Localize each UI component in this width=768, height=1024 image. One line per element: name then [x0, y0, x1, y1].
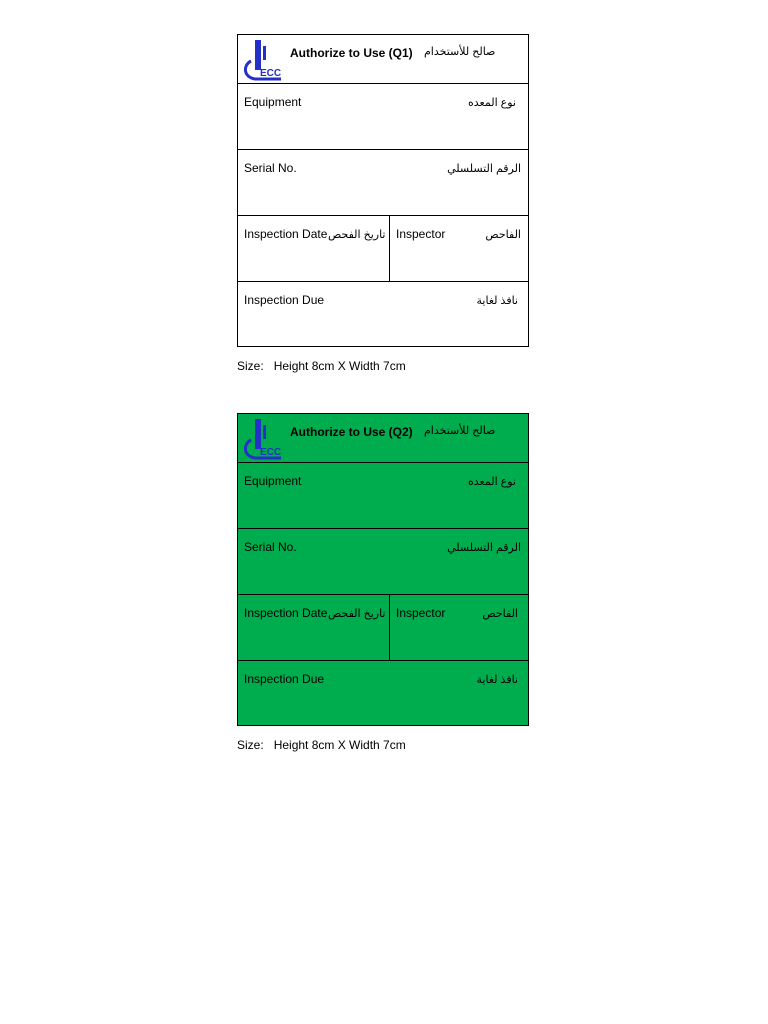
- equipment-label: Equipment: [244, 95, 302, 109]
- cell-divider: [389, 595, 390, 660]
- size-label: Size:: [237, 738, 264, 752]
- inspector-label: Inspector: [396, 227, 446, 241]
- tag-title-arabic: صالح للأستخدام: [424, 46, 496, 58]
- tag-q2: [237, 413, 529, 726]
- tag-header: [238, 414, 528, 463]
- inspection-date-label: Inspection Date: [244, 227, 328, 241]
- inspection-date-label-arabic: تاريخ الفحص: [328, 229, 386, 241]
- tag-title-arabic: صالح للأستخدام: [424, 425, 496, 437]
- serial-label: Serial No.: [244, 161, 297, 175]
- serial-row: [238, 529, 528, 595]
- inspection-due-label: Inspection Due: [244, 672, 325, 686]
- serial-label-arabic: الرقم التسلسلي: [447, 163, 521, 175]
- size-value: Height 8cm X Width 7cm: [273, 359, 406, 373]
- svg-text:ECC: ECC: [260, 68, 282, 79]
- inspection-date-label: Inspection Date: [244, 606, 328, 620]
- size-value: Height 8cm X Width 7cm: [273, 738, 406, 752]
- serial-row: [238, 150, 528, 216]
- inspection-date-row: [238, 595, 528, 661]
- inspection-due-label: Inspection Due: [244, 293, 325, 307]
- inspector-label-arabic: الفاحص: [482, 608, 518, 620]
- inspector-label: Inspector: [396, 606, 446, 620]
- size-note: [237, 359, 406, 373]
- equipment-label-arabic: نوع المعده: [468, 97, 516, 109]
- equipment-row: [238, 84, 528, 150]
- size-note: [237, 738, 406, 752]
- equipment-row: [238, 463, 528, 529]
- equipment-label-arabic: نوع المعده: [468, 476, 516, 488]
- equipment-label: Equipment: [244, 474, 302, 488]
- serial-label: Serial No.: [244, 540, 297, 554]
- inspector-label-arabic: الفاحص: [485, 229, 521, 241]
- tag-title: Authorize to Use (Q1): [290, 46, 413, 60]
- serial-label-arabic: الرقم التسلسلي: [447, 542, 521, 554]
- inspection-due-label-arabic: نافذ لغاية: [476, 674, 518, 686]
- ecc-logo-icon: [241, 416, 289, 460]
- inspection-due-label-arabic: نافذ لغاية: [476, 295, 518, 307]
- inspection-date-label-arabic: تاريخ الفحص: [328, 608, 386, 620]
- svg-text:ECC: ECC: [260, 447, 282, 458]
- inspection-due-row: [238, 282, 528, 346]
- size-label: Size:: [237, 359, 264, 373]
- tag-header: [238, 35, 528, 84]
- inspection-date-row: [238, 216, 528, 282]
- tag-title: Authorize to Use (Q2): [290, 425, 413, 439]
- inspection-due-row: [238, 661, 528, 725]
- cell-divider: [389, 216, 390, 281]
- tag-q1: [237, 34, 529, 347]
- ecc-logo-icon: [241, 37, 289, 81]
